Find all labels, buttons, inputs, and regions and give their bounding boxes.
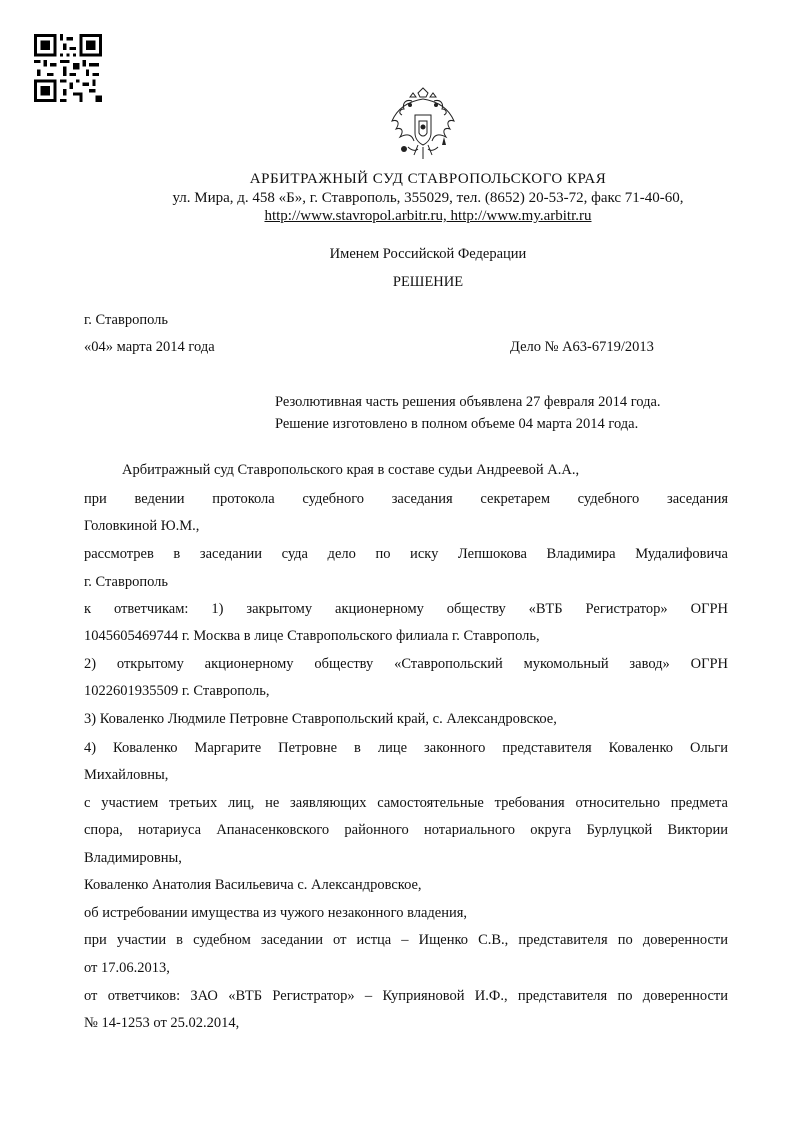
body-line: 1045605469744 г. Москва в лице Ставропольского филиала г. Ставрополь, [84,628,540,644]
court-links[interactable]: http://www.stavropol.arbitr.ru, http://www.my.arbitr.ru [264,208,592,224]
body-line: № 14-1253 от 25.02.2014, [84,1015,240,1031]
on-behalf-line: Именем Российской Федерации [329,246,527,262]
body-line: к ответчикам: 1) закрытому акционерному обществу «ВТБ Регистратор» ОГРН [84,601,728,617]
qr-code-icon [34,34,102,102]
body-line: от 17.06.2013, [84,960,170,976]
body-line: 1022601935509 г. Ставрополь, [84,683,270,699]
decision-date: «04» марта 2014 года [84,339,215,355]
body-line: рассмотрев в заседании суда дело по иску Лепшокова Владимира Мудалифовича [84,546,728,562]
body-line: от ответчиков: ЗАО «ВТБ Регистратор» – Куприяновой И.Ф., представителя по доверенности [84,988,728,1004]
body-line: 2) открытому акционерному обществу «Ставропольский мукомольный завод» ОГРН [84,656,728,672]
court-address: ул. Мира, д. 458 «Б», г. Ставрополь, 355029, тел. (8652) 20-53-72, факс 71-40-60, [172,190,684,206]
city: г. Ставрополь [84,312,169,328]
body-line: г. Ставрополь [84,574,169,590]
body-line: Владимировны, [84,850,182,866]
made-line: Решение изготовлено в полном объеме 04 марта 2014 года. [275,416,639,432]
body-line: Коваленко Анатолия Васильевича с. Александровское, [84,877,422,893]
court-name: АРБИТРАЖНЫЙ СУД СТАВРОПОЛЬСКОГО КРАЯ [249,171,607,187]
body-line: с участием третьих лиц, не заявляющих самостоятельные требования относительно предмета [84,795,728,811]
announced-line: Резолютивная часть решения объявлена 27 февраля 2014 года. [275,394,661,410]
body-line: об истребовании имущества из чужого незаконного владения, [84,905,468,921]
body-line: Головкиной Ю.М., [84,518,200,534]
body-line: 3) Коваленко Людмиле Петровне Ставропольский край, с. Александровское, [84,711,557,727]
case-number: Дело № А63-6719/2013 [510,339,654,355]
body-line: Арбитражный суд Ставропольского края в составе судьи Андреевой А.А., [122,462,580,478]
body-line: при ведении протокола судебного заседания секретарем судебного заседания [84,491,728,507]
document-title: РЕШЕНИЕ [392,274,464,290]
body-line: при участии в судебном заседании от истца – Ищенко С.В., представителя по доверенности [84,932,728,948]
body-line: спора, нотариуса Апанасенковского районного нотариального округа Бурлуцкой Виктории [84,822,728,838]
body-line: 4) Коваленко Маргарите Петровне в лице законного представителя Коваленко Ольги [84,740,728,756]
coat-of-arms-icon [388,85,458,163]
body-line: Михайловны, [84,767,169,783]
